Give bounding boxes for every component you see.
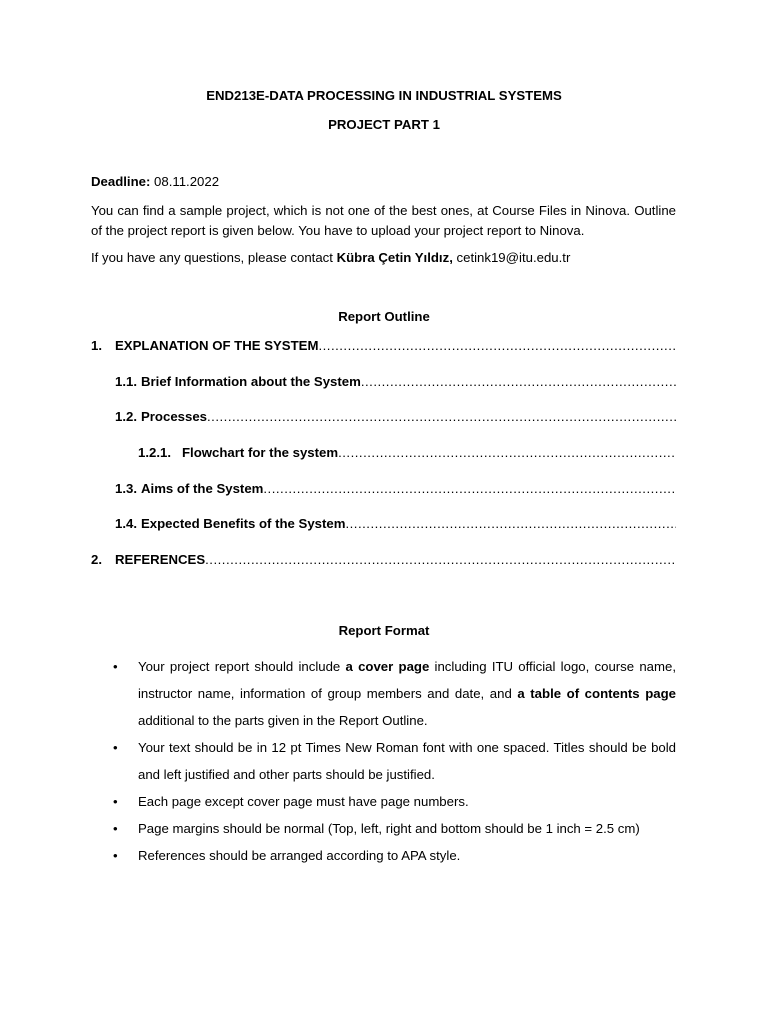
outline-heading: Report Outline <box>338 309 430 324</box>
format-list <box>91 653 676 869</box>
project-title: PROJECT PART 1 <box>328 117 440 132</box>
format-heading: Report Format <box>338 623 430 638</box>
contact-email: cetink19@itu.edu.tr <box>452 250 571 265</box>
intro-paragraph: You can find a sample project, which is not one of the best ones, at Course Files in Ninova. Outline of the project report is given below. You have to upload your project report to Ninova. <box>91 203 676 238</box>
bullet-icon: • <box>113 659 118 674</box>
bullet-icon: • <box>113 740 118 755</box>
list-item: • References should be arranged according to APA style. <box>91 842 676 869</box>
deadline-value: 08.11.2022 <box>150 174 220 189</box>
list-item: • Page margins should be normal (Top, left, right and bottom should be 1 inch = 2.5 cm) <box>91 815 676 842</box>
list-item: • Your text should be in 12 pt Times New Roman font with one spaced. Titles should be bold and left justified and other parts should be justified. <box>91 734 676 788</box>
deadline-label: Deadline: <box>91 174 151 189</box>
outline-item: 1.3. Aims of the System ..... <box>115 481 676 496</box>
bullet-icon: • <box>113 794 118 809</box>
course-title: END213E-DATA PROCESSING IN INDUSTRIAL SYSTEMS <box>206 88 562 103</box>
list-item: • Each page except cover page must have page numbers. <box>91 788 676 815</box>
bullet-icon: • <box>113 848 118 863</box>
outline-item: 1.2.1. Flowchart for the system ..... <box>138 445 676 460</box>
deadline-line <box>91 174 219 189</box>
outline-item: 1.2. Processes ..... <box>115 409 676 424</box>
outline-item: 2. REFERENCES ..... <box>91 552 676 567</box>
outline-item: 1.1. Brief Information about the System ..... <box>115 374 676 389</box>
outline-item: 1.4. Expected Benefits of the System ..... <box>115 516 676 531</box>
contact-name: Kübra Çetin Yıldız, <box>336 250 453 265</box>
contact-line <box>91 250 570 265</box>
contact-prefix: If you have any questions, please contact <box>91 250 337 265</box>
bullet-icon: • <box>113 821 118 836</box>
outline-item: 1. EXPLANATION OF THE SYSTEM ..... <box>91 338 676 353</box>
list-item: • Your project report should include a cover page including ITU official logo, course name, instructor name, information of group members and date, and a table of contents page additional to the parts given in the Report Outline. <box>91 653 676 734</box>
